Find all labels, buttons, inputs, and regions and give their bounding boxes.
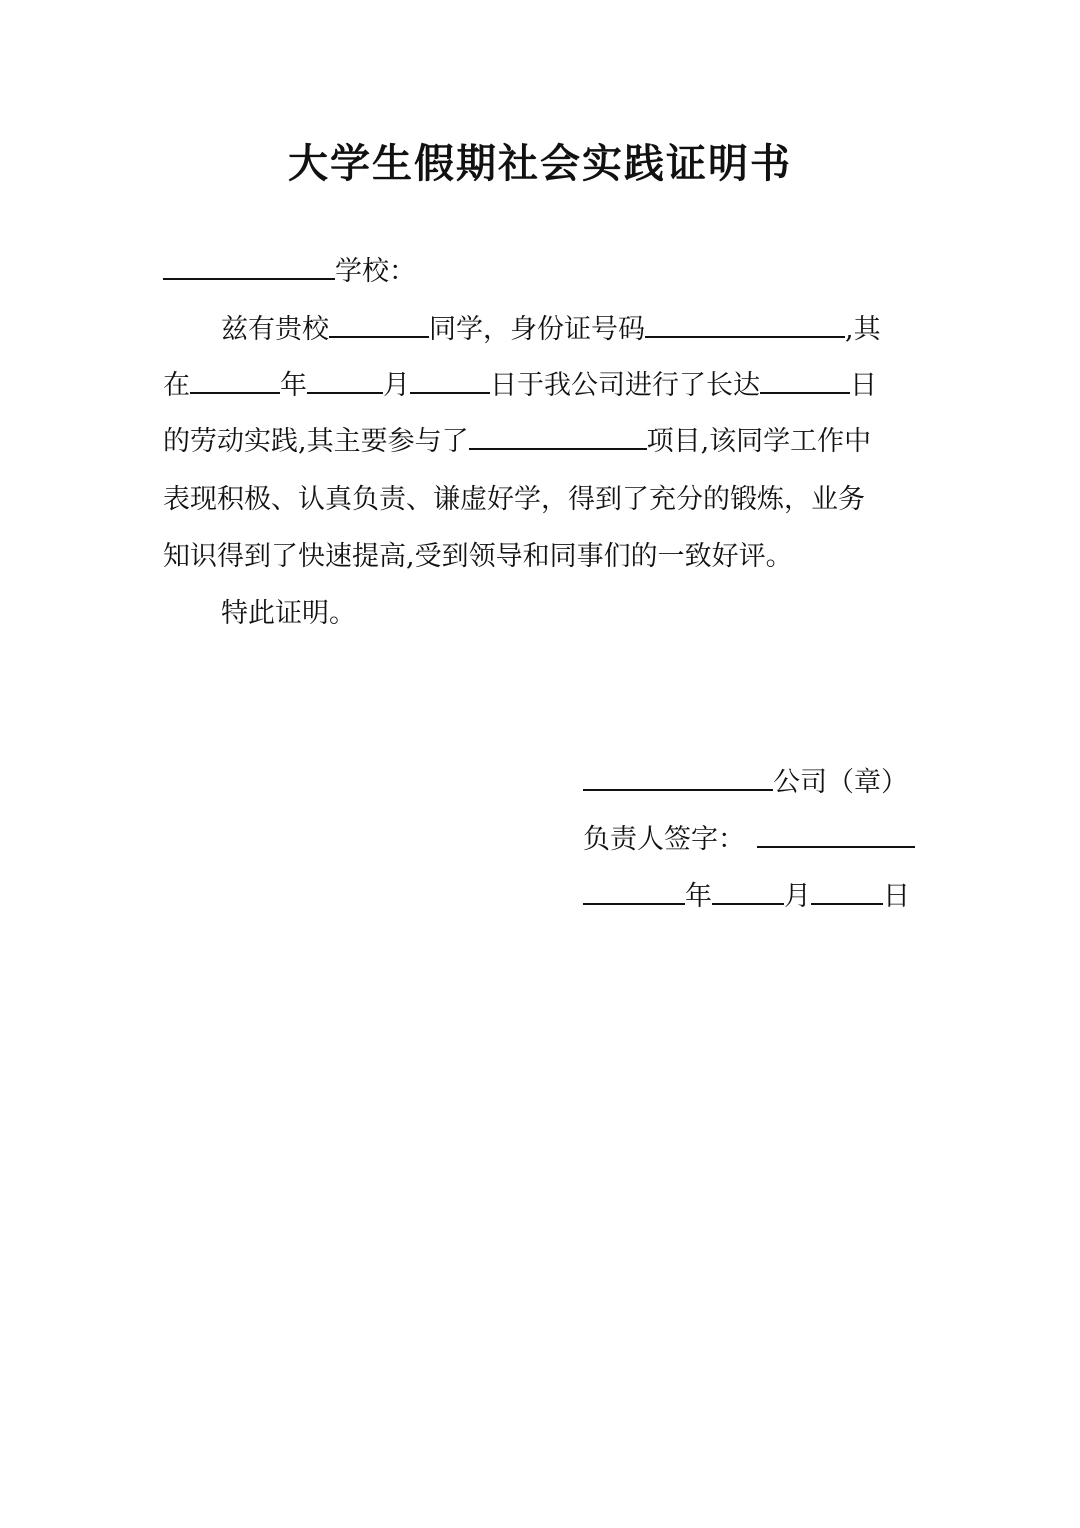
body-text: ,其 <box>845 314 881 345</box>
id-number-blank[interactable] <box>645 310 845 338</box>
body-line-4: 表现积极、认真负责、谦虚好学，得到了充分的锻炼，业务 <box>163 484 865 515</box>
signer-label: 负责人签字： <box>583 824 745 855</box>
body-text: 日 <box>850 370 877 401</box>
sign-year-blank[interactable] <box>583 877 685 905</box>
start-month-blank[interactable] <box>307 366 383 394</box>
company-suffix: 公司（章） <box>773 767 908 798</box>
project-name-blank[interactable] <box>469 422 647 450</box>
body-text: 兹有贵校 <box>221 314 329 345</box>
student-name-blank[interactable] <box>329 310 429 338</box>
document-title: 大学生假期社会实践证明书 <box>288 140 792 187</box>
body-text: 年 <box>280 370 307 401</box>
body-text: 在 <box>163 370 190 401</box>
body-text: 月 <box>383 370 410 401</box>
signer-signature-blank[interactable] <box>757 820 915 848</box>
school-name-blank[interactable] <box>163 252 335 280</box>
signer-line <box>583 820 915 860</box>
body-text: 项目,该同学工作中 <box>646 426 872 457</box>
body-text: 同学，身份证号码 <box>429 314 645 345</box>
sign-day-blank[interactable] <box>811 877 883 905</box>
closing-text: 特此证明。 <box>221 598 356 629</box>
start-year-blank[interactable] <box>190 366 280 394</box>
sign-date-line <box>583 877 910 917</box>
company-seal-line <box>583 763 908 803</box>
body-line-5: 知识得到了快速提高,受到领导和同事们的一致好评。 <box>163 541 793 572</box>
sign-month-label: 月 <box>784 881 811 912</box>
duration-days-blank[interactable] <box>760 366 850 394</box>
salutation-line <box>163 252 416 292</box>
body-line-3 <box>163 422 871 462</box>
company-name-blank[interactable] <box>583 763 773 791</box>
body-text: 的劳动实践,其主要参与了 <box>163 426 469 457</box>
sign-month-blank[interactable] <box>712 877 784 905</box>
sign-day-label: 日 <box>883 881 910 912</box>
salutation-suffix: 学校： <box>335 256 416 287</box>
start-day-blank[interactable] <box>410 366 490 394</box>
sign-year-label: 年 <box>685 881 712 912</box>
body-line-2 <box>163 366 877 406</box>
body-text: 日于我公司进行了长达 <box>490 370 760 401</box>
body-line-1 <box>221 310 881 350</box>
